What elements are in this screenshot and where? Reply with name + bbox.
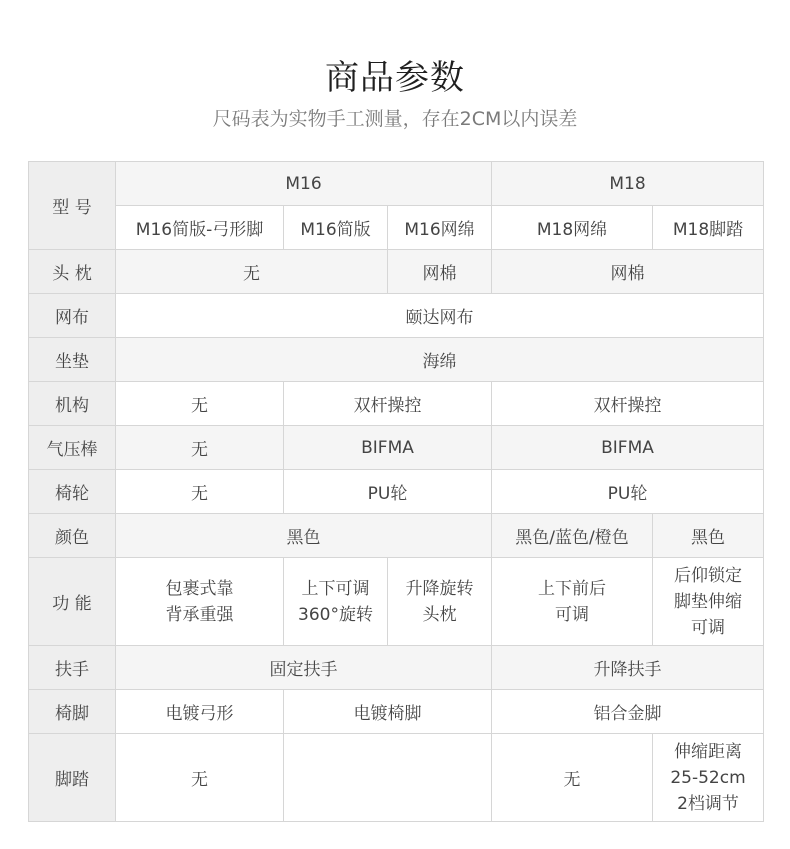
- row-label-seat: 坐垫: [29, 338, 116, 382]
- row-label-function: 功 能: [29, 558, 116, 646]
- table-cell: 电镀椅脚: [284, 690, 492, 734]
- table-cell: [492, 558, 653, 646]
- table-cell: 固定扶手: [116, 646, 492, 690]
- table-cell: 无: [116, 470, 284, 514]
- row-label-casters: 椅轮: [29, 470, 116, 514]
- table-cell: 双杆操控: [492, 382, 764, 426]
- model-header: M16网绵: [388, 206, 492, 250]
- table-cell: 升降扶手: [492, 646, 764, 690]
- cell-line: 脚垫伸缩: [674, 591, 742, 612]
- table-cell: 电镀弓形: [116, 690, 284, 734]
- cell-line: 包裹式靠: [165, 578, 234, 599]
- table-cell: 网棉: [492, 250, 764, 294]
- table-cell: PU轮: [284, 470, 492, 514]
- table-cell: 无: [116, 426, 284, 470]
- table-cell: [116, 558, 284, 646]
- cell-line: 上下可调: [301, 578, 370, 599]
- row-label-gas-lift: 气压棒: [29, 426, 116, 470]
- row-label-headrest: 头 枕: [29, 250, 116, 294]
- page-title: 商品参数: [325, 58, 465, 98]
- table-cell: 铝合金脚: [492, 690, 764, 734]
- cell-line: 可调: [691, 617, 725, 638]
- group-header-m18: M18: [492, 162, 764, 206]
- table-cell: BIFMA: [284, 426, 492, 470]
- model-header: M16简版-弓形脚: [116, 206, 284, 250]
- table-cell: 双杆操控: [284, 382, 492, 426]
- table-cell: [653, 734, 764, 822]
- table-cell: 无: [116, 734, 284, 822]
- model-header: M18脚踏: [653, 206, 764, 250]
- page-subtitle: 尺码表为实物手工测量，存在2CM以内误差: [212, 108, 578, 130]
- table-cell: 海绵: [116, 338, 764, 382]
- cell-line: 头枕: [422, 604, 457, 625]
- cell-line: 25-52cm: [670, 767, 746, 788]
- cell-line: 2档调节: [677, 793, 739, 814]
- table-cell: 网棉: [388, 250, 492, 294]
- cell-line: 伸缩距离: [674, 741, 742, 762]
- cell-line: 可调: [555, 604, 589, 625]
- table-cell: [284, 734, 492, 822]
- row-label-mesh: 网布: [29, 294, 116, 338]
- table-cell: 无: [116, 382, 284, 426]
- cell-line: 上下前后: [538, 578, 606, 599]
- row-label-armrest: 扶手: [29, 646, 116, 690]
- table-cell: [388, 558, 492, 646]
- model-header: M18网绵: [492, 206, 653, 250]
- table-cell: 无: [116, 250, 388, 294]
- model-header: M16简版: [284, 206, 388, 250]
- table-cell: PU轮: [492, 470, 764, 514]
- cell-line: 后仰锁定: [674, 565, 742, 586]
- spec-table: [28, 161, 764, 822]
- table-cell: 黑色: [653, 514, 764, 558]
- row-label-footrest: 脚踏: [29, 734, 116, 822]
- table-cell: BIFMA: [492, 426, 764, 470]
- row-label-mechanism: 机构: [29, 382, 116, 426]
- table-cell: 颐达网布: [116, 294, 764, 338]
- table-cell: 黑色/蓝色/橙色: [492, 514, 653, 558]
- cell-line: 360°旋转: [298, 604, 373, 625]
- cell-line: 背承重强: [165, 604, 234, 625]
- table-cell: 黑色: [116, 514, 492, 558]
- row-label-color: 颜色: [29, 514, 116, 558]
- table-cell: 无: [492, 734, 653, 822]
- row-label-model: 型 号: [29, 162, 116, 250]
- table-cell: [284, 558, 388, 646]
- group-header-m16: M16: [116, 162, 492, 206]
- table-cell: [653, 558, 764, 646]
- cell-line: 升降旋转: [405, 578, 474, 599]
- row-label-base: 椅脚: [29, 690, 116, 734]
